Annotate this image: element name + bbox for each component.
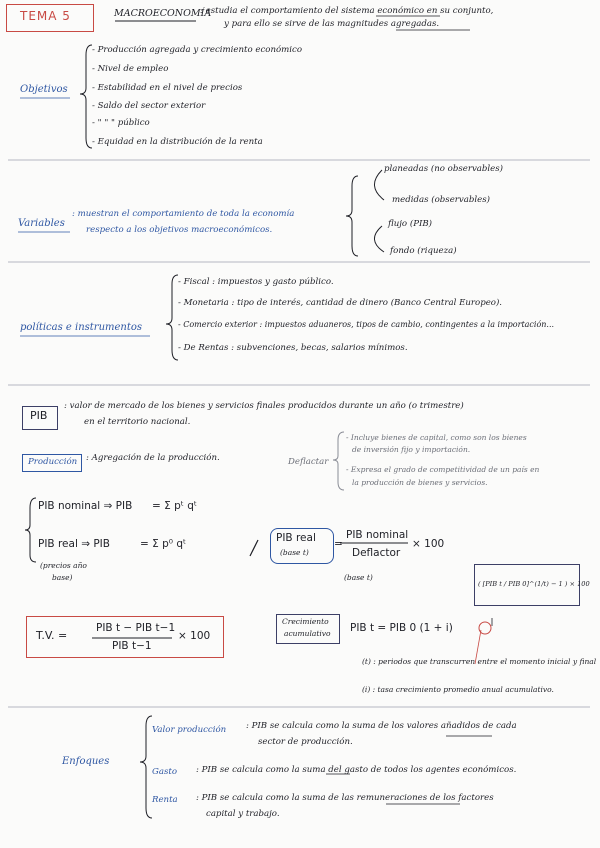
politica-item: - De Rentas : subvenciones, becas, salarios mínimos.: [178, 343, 408, 353]
objetivos-label: Objetivos: [20, 84, 68, 95]
pib-nominal-formula: PIB nominal ⇒ PIB: [38, 500, 133, 512]
deflactar-item: - Incluye bienes de capital, como son los bienes: [346, 433, 527, 442]
tv-label: T.V. =: [36, 629, 68, 642]
politicas-label: políticas e instrumentos: [20, 322, 143, 333]
variable-type: planeadas (no observables): [384, 164, 504, 174]
deflactar-item: - Expresa el grado de competitividad de un país en: [346, 465, 540, 474]
tv-numerator: PIB t − PIB t−1: [96, 622, 176, 634]
produccion-label: Producción: [28, 457, 78, 467]
objetivo-item: - Equidad en la distribución de la renta: [92, 137, 263, 147]
pib-formulas-brace: [25, 498, 36, 562]
pib-real-base: (base t): [280, 548, 309, 557]
macro-definition-line-1: : estudia el comportamiento del sistema económico en su conjunto,: [200, 6, 494, 16]
objetivo-item: - Nivel de empleo: [92, 64, 169, 74]
enfoques-label: Enfoques: [62, 756, 110, 767]
deflactar-brace: [333, 432, 344, 490]
politicas-brace: [166, 275, 178, 360]
base-t-label: (base t): [344, 573, 373, 582]
objetivo-item: - " " " público: [92, 118, 150, 128]
enfoque-desc: : PIB se calcula como la suma de los valores añadidos de cada: [246, 721, 517, 731]
times-100: × 100: [412, 538, 445, 550]
deflactar-item: de inversión fijo y importación.: [352, 445, 471, 454]
pib-real-rhs: = Σ p⁰ qᵗ: [140, 538, 187, 550]
politica-item: - Comercio exterior : impuestos aduaneros, tipos de cambio, contingentes a la importación...: [178, 320, 555, 329]
crecimiento-label-2: acumulativo: [284, 629, 331, 638]
enfoque-desc: sector de producción.: [258, 737, 353, 747]
pib-nominal-rhs: = Σ pᵗ qᵗ: [152, 500, 197, 512]
variables-brace-top: [374, 170, 384, 200]
enfoque-name: Valor producción: [152, 725, 227, 735]
equals-sign: =: [334, 538, 343, 550]
crecimiento-equation: PIB t = PIB 0 (1 + i): [350, 622, 453, 634]
variables-desc-line-2: respecto a los objetivos macroeconómicos.: [86, 225, 273, 235]
base-note: (precios año: [40, 561, 87, 570]
tema-title: TEMA 5: [20, 9, 71, 23]
base-note: base): [52, 573, 73, 582]
enfoque-name: Gasto: [152, 767, 178, 777]
tv-times-100: × 100: [178, 630, 211, 642]
crecimiento-formula: ( [PIB t / PIB 0]^(1/t) − 1 ) × 100: [478, 580, 590, 588]
variable-type: medidas (observables): [392, 195, 490, 205]
produccion-definition: : Agregación de la producción.: [86, 453, 220, 463]
macro-definition-line-2: y para ello se sirve de las magnitudes agregadas.: [224, 19, 440, 29]
note-i: (i) : tasa crecimiento promedio anual acumulativo.: [362, 685, 554, 694]
objetivo-item: - Estabilidad en el nivel de precios: [92, 83, 243, 93]
variables-desc-line-1: : muestran el comportamiento de toda la economía: [72, 209, 295, 219]
pib-real-fraction-num: PIB real: [276, 532, 316, 544]
variables-label: Variables: [18, 218, 65, 229]
crecimiento-label-1: Crecimiento: [282, 617, 329, 626]
enfoque-name: Renta: [152, 795, 178, 805]
tv-denominator: PIB t−1: [112, 640, 152, 652]
note-t: (t) : periodos que transcurren entre el momento inicial y final: [362, 657, 597, 666]
objetivo-item: - Saldo del sector exterior: [92, 101, 206, 111]
deflactar-item: la producción de bienes y servicios.: [352, 478, 488, 487]
enfoque-desc: : PIB se calcula como la suma de las remuneraciones de los factores: [196, 793, 494, 803]
nominal-fraction-den: Deflactor: [352, 547, 401, 559]
objetivos-brace: [80, 45, 92, 148]
politica-item: - Monetaria : tipo de interés, cantidad de dinero (Banco Central Europeo).: [178, 298, 503, 308]
variables-brace-bottom: [374, 226, 384, 252]
variable-type: flujo (PIB): [388, 219, 433, 229]
variable-type: fondo (riqueza): [390, 246, 457, 256]
slash-separator: [250, 540, 258, 556]
pib-label: PIB: [30, 409, 48, 422]
politica-item: - Fiscal : impuestos y gasto público.: [178, 277, 334, 287]
enfoques-brace: [140, 716, 152, 818]
enfoque-desc: capital y trabajo.: [206, 809, 280, 819]
enfoque-desc: : PIB se calcula como la suma del gasto de todos los agentes económicos.: [196, 765, 517, 775]
pib-real-formula: PIB real ⇒ PIB: [38, 538, 110, 550]
pib-definition-line-2: en el territorio nacional.: [84, 417, 191, 427]
pib-definition-line-1: : valor de mercado de los bienes y servicios finales producidos durante un año (o trimestre): [64, 401, 464, 411]
deflactar-label: Deflactar: [288, 457, 329, 467]
objetivo-item: - Producción agregada y crecimiento económico: [92, 45, 303, 55]
variables-brace: [346, 176, 358, 256]
nominal-fraction-num: PIB nominal: [346, 529, 409, 541]
macro-label: MACROECONOMÍA: [114, 8, 212, 19]
